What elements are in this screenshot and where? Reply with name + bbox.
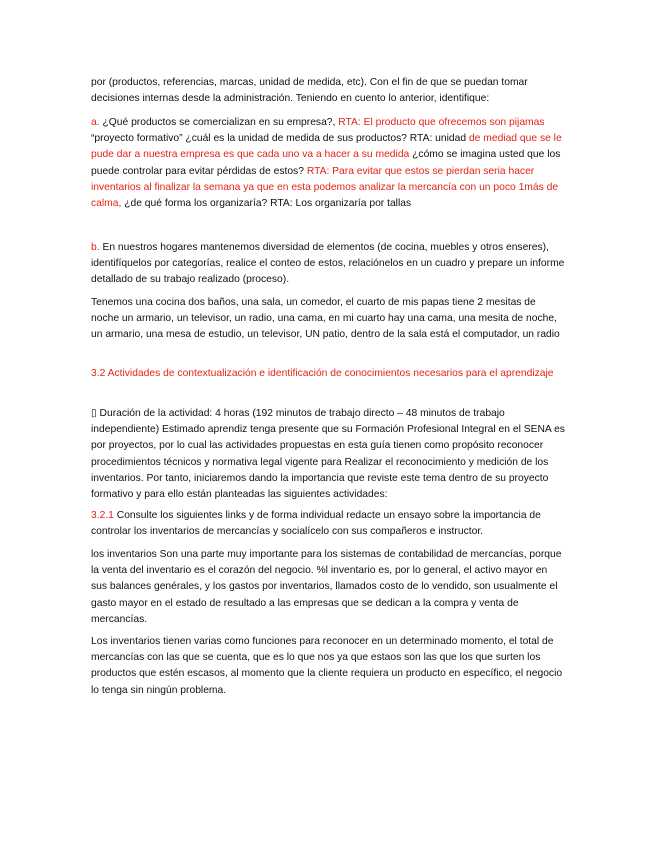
question-a-marker: a. bbox=[91, 117, 100, 128]
activity-3-2-1-paragraph bbox=[91, 508, 565, 540]
section-3-2-heading-text: 3.2 Actividades de contextualización e identificación de conocimientos necesarios para el aprendizaje bbox=[91, 368, 554, 379]
answer-b-text: Tenemos una cocina dos baños, una sala, un comedor, el cuarto de mis papas tiene 2 mesitas de noche un armario, un televisor, un radio, una cama, en mi cuarto hay una cama, una mesita de noche, un armario, una mesa de estudio, un televisor, UN patio, dentro de la sala está el computador, un radio bbox=[91, 297, 560, 341]
question-b-paragraph bbox=[91, 240, 565, 289]
inventarios-paragraph-1 bbox=[91, 547, 565, 628]
question-b-marker: b. bbox=[91, 242, 100, 253]
question-a-q1: ¿Qué productos se comercializan en su empresa?, bbox=[99, 117, 339, 128]
activity-3-2-1-text: Consulte los siguientes links y de forma individual redacte un ensayo sobre la importancia de controlar los inventarios de mercancías y socialícelo con sus compañeros e instructor. bbox=[91, 510, 541, 538]
intro-paragraph bbox=[91, 75, 565, 107]
question-a-q3: ¿cómo se imagina usted que los puede controlar para evitar pérdidas de estos? bbox=[91, 149, 561, 177]
question-a-q2: “proyecto formativo” ¿cuál es la unidad de medida de sus productos? RTA: unidad bbox=[91, 133, 469, 145]
question-a-answer-3: RTA: Para evitar que estos se pierdan seria hacer inventarios al finalizar la semana ya que en esta podemos analizar la mercancía con un poco 1más de calma, bbox=[91, 165, 559, 210]
bullet-placeholder-icon: ▯ bbox=[91, 408, 97, 419]
inventarios-text-1: los inventarios Son una parte muy importante para los sistemas de contabilidad de mercancías, porque la venta del inventario es el corazón del negocio. %l inventario es, por lo general, el activo mayor en sus balances genérales, y los gastos por inventarios, llamados costo de lo vendido, son usualmente el gasto mayor en el estado de resultado a las empresas que se dedican a la compra y venta de mercancías. bbox=[91, 549, 562, 625]
section-3-2-heading bbox=[91, 366, 565, 382]
question-a-paragraph bbox=[91, 115, 565, 212]
question-a-answer-2: de mediad que se le pude dar a nuestra empresa es que cada uno va a hacer a su medida bbox=[91, 133, 562, 161]
duration-text: Duración de la actividad: 4 horas (192 minutos de trabajo directo – 48 minutos de trabajo independiente) Estimado aprendiz tenga presente que su Formación Profesional Integral en el SENA es por proyectos, por lo cual las actividades propuestas en esta guía tienen como propósito reconocer procedimientos técnicos y normativa legal vigente para Realizar el reconocimiento y medición de los inventarios. Por tanto, iniciaremos dando la importancia que reviste este tema dentro de su proyecto formativo y para ello están planteadas las siguientes actividades: bbox=[91, 408, 565, 501]
activity-3-2-1-number: 3.2.1 bbox=[91, 510, 114, 521]
inventarios-paragraph-2 bbox=[91, 634, 565, 699]
inventarios-text-2: Los inventarios tienen varias como funciones para reconocer en un determinado momento, el total de mercancías con las que se cuenta, que es lo que nos ya que estaos son las que los que surten los productos que estén escasos, al momento que la cliente requiera un producto en específico, el negocio lo tenga sin ningún problema. bbox=[91, 636, 563, 696]
question-a-q4: ¿de qué forma los organizaría? RTA: Los organizaría por tallas bbox=[121, 198, 412, 210]
answer-b-paragraph bbox=[91, 295, 565, 344]
question-a-answer-1: RTA: El producto que ofrecemos son pijamas bbox=[338, 117, 545, 128]
duration-paragraph bbox=[91, 406, 565, 503]
question-b-text: En nuestros hogares mantenemos diversidad de elementos (de cocina, muebles y otros enseres), identifíquelos por categorías, realice el conteo de estos, relaciónelos en un cuadro y prepare un informe detallado de su trabajo realizado (proceso). bbox=[91, 242, 565, 286]
intro-text: por (productos, referencias, marcas, unidad de medida, etc). Con el fin de que se puedan tomar decisiones internas desde la administración. Teniendo en cuento lo anterior, identifique: bbox=[91, 77, 528, 105]
